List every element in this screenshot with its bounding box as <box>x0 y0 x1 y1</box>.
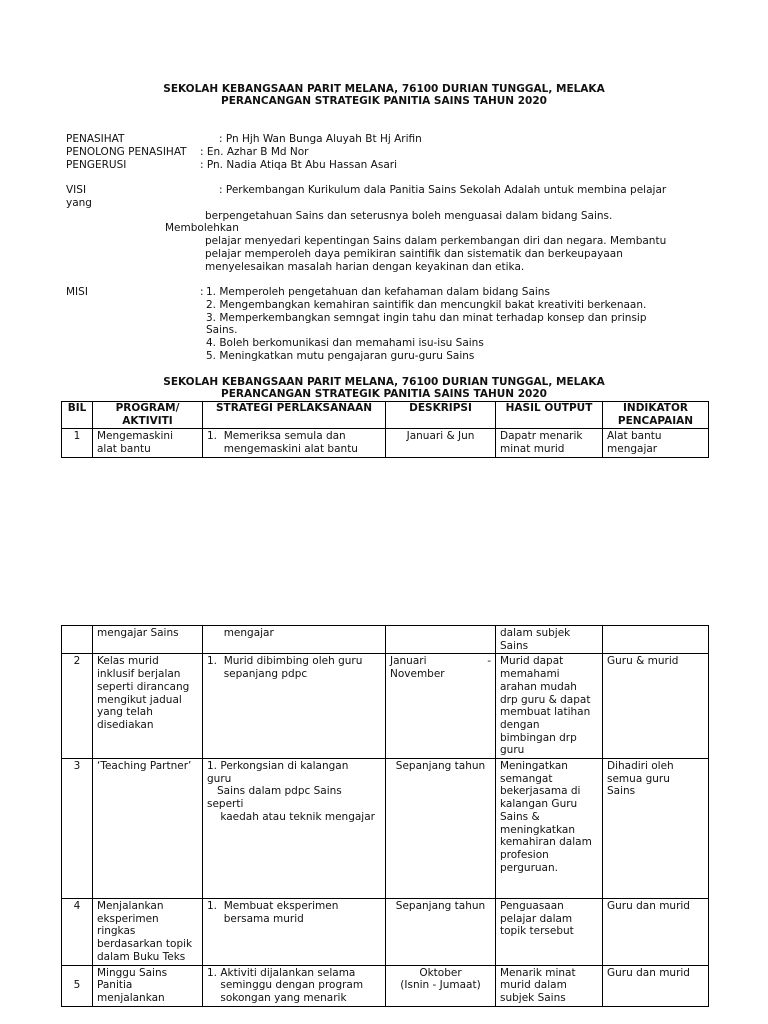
cell-deskripsi <box>386 654 496 759</box>
penolong-value: : En. Azhar B Md Nor <box>200 146 309 158</box>
table-school-title: SEKOLAH KEBANGSAAN PARIT MELANA, 76100 DURIAN TUNGGAL, MELAKA <box>163 376 605 388</box>
deskripsi-range <box>390 655 491 668</box>
col-indikator: INDIKATOR PENCAPAIAN <box>603 402 709 429</box>
cell-indikator: Guru dan murid <box>603 899 709 966</box>
cell-indikator <box>603 626 709 654</box>
cell-program: mengajar Sains <box>93 626 203 654</box>
deskripsi-dash: - <box>487 655 491 668</box>
cell-strategi: mengajar <box>203 626 386 654</box>
cell-deskripsi: Oktober (Isnin - Jumaat) <box>386 965 496 1006</box>
cell-indikator: Dihadiri oleh semua guru Sains <box>603 759 709 899</box>
cell-strategi: 1. Murid dibimbing oleh guru sepanjang pdpc <box>203 654 386 759</box>
school-title: SEKOLAH KEBANGSAAN PARIT MELANA, 76100 DURIAN TUNGGAL, MELAKA <box>163 83 605 95</box>
cell-hasil: Menarik minat murid dalam subjek Sains <box>496 965 603 1006</box>
cell-bil: 2 <box>62 654 93 759</box>
misi-label: MISI <box>66 286 88 298</box>
cell-program: Minggu Sains Panitia menjalankan <box>93 965 203 1006</box>
misi-item: Sains. <box>206 324 238 336</box>
visi-wrap-1: yang <box>66 197 92 209</box>
cell-bil <box>62 626 93 654</box>
strategy-table-page-1 <box>61 401 709 458</box>
cell-bil: 4 <box>62 899 93 966</box>
cell-strategi: 1. Aktiviti dijalankan selama seminggu dengan program sokongan yang menarik <box>203 965 386 1006</box>
cell-deskripsi <box>386 626 496 654</box>
col-deskripsi: DESKRIPSI <box>386 402 496 429</box>
table-row <box>62 965 709 1006</box>
cell-hasil: Penguasaan pelajar dalam topik tersebut <box>496 899 603 966</box>
cell-hasil: Murid dapat memahami arahan mudah drp guru & dapat membuat latihan dengan bimbingan drp guru <box>496 654 603 759</box>
table-row <box>62 899 709 966</box>
deskripsi-end: November <box>390 668 445 681</box>
cell-program: Kelas murid inklusif berjalan seperti dirancang mengikut jadual yang telah disediakan <box>93 654 203 759</box>
misi-item: 1. Memperoleh pengetahuan dan kefahaman dalam bidang Sains <box>206 286 550 298</box>
cell-program: Mengemaskini alat bantu <box>93 429 203 457</box>
misi-item: 3. Memperkembangkan semngat ingin tahu dan minat terhadap konsep dan prinsip <box>206 312 647 324</box>
pengerusi-value: : Pn. Nadia Atiqa Bt Abu Hassan Asari <box>200 159 397 171</box>
visi-line-3: pelajar menyedari kepentingan Sains dalam perkembangan diri dan negara. Membantu <box>205 235 667 247</box>
col-program: PROGRAM/ AKTIVITI <box>93 402 203 429</box>
cell-strategi: 1. Membuat eksperimen bersama murid <box>203 899 386 966</box>
visi-line-5: menyelesaikan masalah harian dengan keyakinan dan etika. <box>205 261 525 273</box>
cell-deskripsi: Januari & Jun <box>386 429 496 457</box>
cell-program: ‘Teaching Partner’ <box>93 759 203 899</box>
deskripsi-start: Januari <box>390 655 427 668</box>
table-row <box>62 654 709 759</box>
cell-strategi: 1. Perkongsian di kalangan guru Sains dalam pdpc Sains seperti kaedah atau teknik mengajar <box>203 759 386 899</box>
visi-label: VISI <box>66 184 87 196</box>
plan-title: PERANCANGAN STRATEGIK PANITIA SAINS TAHUN 2020 <box>221 95 547 107</box>
misi-item: 2. Mengembangkan kemahiran saintifik dan mencungkil bakat kreativiti berkenaan. <box>206 299 647 311</box>
cell-hasil: Dapatr menarik minat murid <box>496 429 603 457</box>
visi-line-4: pelajar memperoleh daya pemikiran saintifik dan sistematik dan berkeupayaan <box>205 248 623 260</box>
cell-indikator: Guru dan murid <box>603 965 709 1006</box>
table-row <box>62 626 709 654</box>
misi-item: 4. Boleh berkomunikasi dan memahami isu-isu Sains <box>206 337 484 349</box>
table-row <box>62 759 709 899</box>
cell-program: Menjalankan eksperimen ringkas berdasarkan topik dalam Buku Teks <box>93 899 203 966</box>
cell-strategi: 1. Memeriksa semula dan mengemaskini alat bantu <box>203 429 386 457</box>
penasihat-label: PENASIHAT <box>66 133 125 145</box>
cell-hasil: Meningatkan semangat bekerjasama di kalangan Guru Sains & meningkatkan kemahiran dalam profesion perguruan. <box>496 759 603 899</box>
strategy-table-page-2 <box>61 625 709 1007</box>
col-hasil: HASIL OUTPUT <box>496 402 603 429</box>
misi-colon: : <box>200 286 204 298</box>
cell-bil: 1 <box>62 429 93 457</box>
cell-deskripsi: Sepanjang tahun <box>386 899 496 966</box>
cell-hasil: dalam subjek Sains <box>496 626 603 654</box>
col-strategi: STRATEGI PERLAKSANAAN <box>203 402 386 429</box>
misi-item: 5. Meningkatkan mutu pengajaran guru-guru Sains <box>206 350 475 362</box>
visi-wrap-2: Membolehkan <box>165 222 239 234</box>
cell-indikator: Guru & murid <box>603 654 709 759</box>
cell-bil: 5 <box>62 965 93 1006</box>
pengerusi-label: PENGERUSI <box>66 159 127 171</box>
penolong-label: PENOLONG PENASIHAT <box>66 146 187 158</box>
visi-line-2: berpengetahuan Sains dan seterusnya boleh menguasai dalam bidang Sains. <box>205 210 613 222</box>
table-plan-title: PERANCANGAN STRATEGIK PANITIA SAINS TAHUN 2020 <box>221 388 547 400</box>
visi-line-1: : Perkembangan Kurikulum dala Panitia Sains Sekolah Adalah untuk membina pelajar <box>219 184 667 196</box>
cell-deskripsi: Sepanjang tahun <box>386 759 496 899</box>
col-bil: BIL <box>62 402 93 429</box>
cell-indikator: Alat bantu mengajar <box>603 429 709 457</box>
table-header-row <box>62 402 709 429</box>
penasihat-value: : Pn Hjh Wan Bunga Aluyah Bt Hj Arifin <box>219 133 422 145</box>
table-row <box>62 429 709 457</box>
cell-bil: 3 <box>62 759 93 899</box>
